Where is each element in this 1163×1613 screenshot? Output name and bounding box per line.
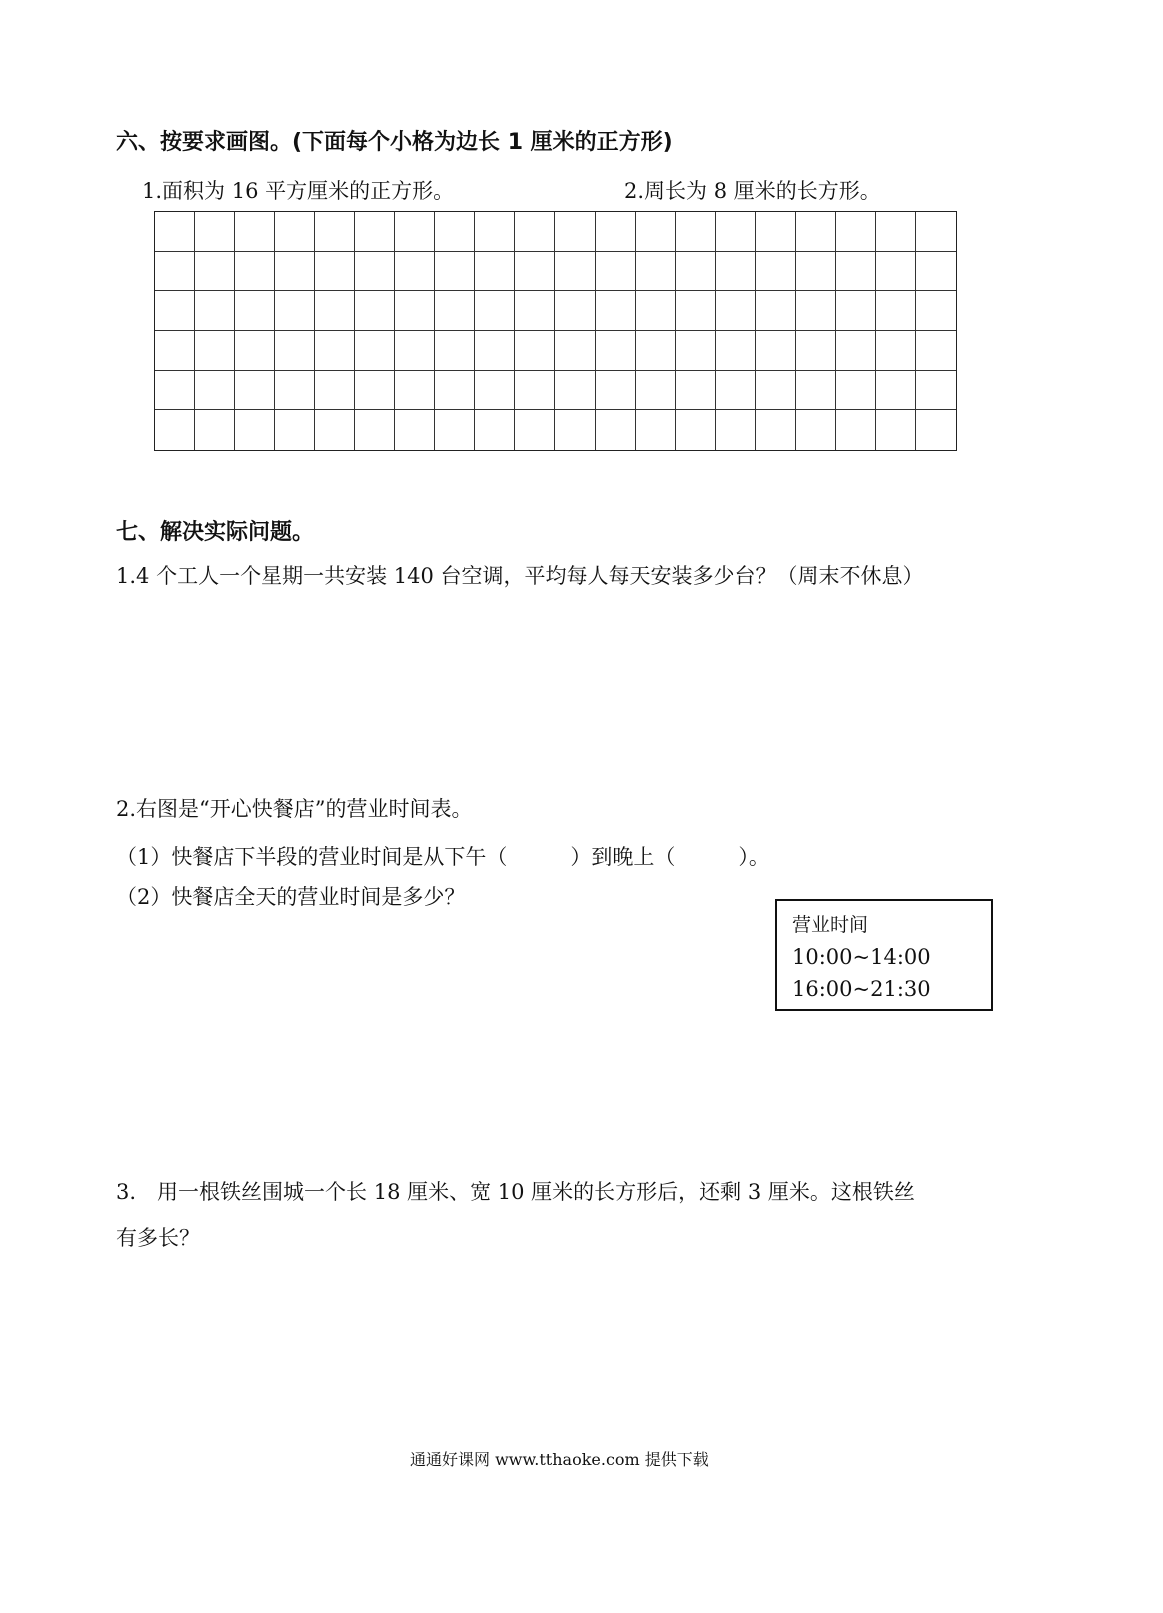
grid-cell[interactable] [636, 291, 676, 331]
grid-cell[interactable] [596, 252, 636, 292]
grid-cell[interactable] [355, 212, 395, 252]
grid-cell[interactable] [355, 331, 395, 371]
grid-cell[interactable] [395, 331, 435, 371]
grid-cell[interactable] [676, 212, 716, 252]
grid-cell[interactable] [756, 212, 796, 252]
grid-cell[interactable] [475, 371, 515, 411]
grid-cell[interactable] [916, 212, 956, 252]
grid-cell[interactable] [555, 331, 595, 371]
business-hours-line2: 16:00~21:30 [792, 977, 931, 1001]
grid-cell[interactable] [275, 291, 315, 331]
grid-cell[interactable] [475, 212, 515, 252]
grid-cell[interactable] [756, 371, 796, 411]
grid-cell[interactable] [395, 212, 435, 252]
grid-cell[interactable] [676, 291, 716, 331]
grid-cell[interactable] [475, 410, 515, 450]
grid-cell[interactable] [275, 371, 315, 411]
grid-cell[interactable] [836, 331, 876, 371]
grid-cell[interactable] [796, 252, 836, 292]
grid-cell[interactable] [876, 291, 916, 331]
grid-cell[interactable] [716, 291, 756, 331]
grid-cell[interactable] [315, 291, 355, 331]
grid-cell[interactable] [716, 371, 756, 411]
grid-cell[interactable] [555, 371, 595, 411]
grid-cell[interactable] [916, 371, 956, 411]
grid-cell[interactable] [315, 252, 355, 292]
grid-cell[interactable] [796, 410, 836, 450]
grid-cell[interactable] [395, 252, 435, 292]
grid-cell[interactable] [155, 410, 195, 450]
grid-cell[interactable] [636, 212, 676, 252]
question-2-sub2: （2）快餐店全天的营业时间是多少？ [116, 885, 466, 909]
grid-cell[interactable] [515, 291, 555, 331]
grid-cell[interactable] [636, 252, 676, 292]
grid-cell[interactable] [275, 410, 315, 450]
grid-cell[interactable] [916, 331, 956, 371]
grid-cell[interactable] [876, 252, 916, 292]
grid-cell[interactable] [555, 212, 595, 252]
grid-cell[interactable] [435, 291, 475, 331]
grid-cell[interactable] [596, 212, 636, 252]
grid-cell[interactable] [195, 331, 235, 371]
grid-cell[interactable] [515, 331, 555, 371]
grid-cell[interactable] [195, 291, 235, 331]
section6-item1: 1.面积为 16 平方厘米的正方形。 [142, 179, 455, 203]
grid-cell[interactable] [315, 331, 355, 371]
grid-cell[interactable] [235, 371, 275, 411]
grid-cell[interactable] [195, 252, 235, 292]
grid-cell[interactable] [796, 331, 836, 371]
grid-cell[interactable] [155, 252, 195, 292]
grid-cell[interactable] [475, 331, 515, 371]
grid-cell[interactable] [756, 291, 796, 331]
grid-cell[interactable] [756, 252, 796, 292]
grid-cell[interactable] [636, 331, 676, 371]
grid-cell[interactable] [555, 291, 595, 331]
grid-cell[interactable] [836, 410, 876, 450]
grid-cell[interactable] [876, 212, 916, 252]
grid-cell[interactable] [796, 212, 836, 252]
grid-cell[interactable] [355, 371, 395, 411]
grid-cell[interactable] [916, 252, 956, 292]
business-hours-line1: 10:00~14:00 [792, 945, 931, 969]
grid-cell[interactable] [716, 252, 756, 292]
grid-cell[interactable] [876, 331, 916, 371]
grid-cell[interactable] [515, 252, 555, 292]
section7-heading: 七、解决实际问题。 [116, 520, 315, 545]
grid-cell[interactable] [676, 371, 716, 411]
footer-text: 通通好课网 www.tthaoke.com 提供下载 [410, 1450, 709, 1469]
question-2-title: 2.右图是“开心快餐店”的营业时间表。 [116, 797, 473, 821]
business-hours-box [775, 899, 993, 1011]
grid-cell[interactable] [515, 371, 555, 411]
section6-item2: 2.周长为 8 厘米的长方形。 [624, 179, 881, 203]
grid-cell[interactable] [876, 371, 916, 411]
grid-cell[interactable] [275, 252, 315, 292]
grid-cell[interactable] [716, 212, 756, 252]
grid-cell[interactable] [596, 291, 636, 331]
grid-cell[interactable] [756, 410, 796, 450]
grid-cell[interactable] [555, 252, 595, 292]
grid-cell[interactable] [155, 331, 195, 371]
grid-cell[interactable] [235, 331, 275, 371]
grid-cell[interactable] [836, 371, 876, 411]
grid-cell[interactable] [155, 371, 195, 411]
grid-cell[interactable] [596, 371, 636, 411]
grid-cell[interactable] [235, 212, 275, 252]
grid-cell[interactable] [435, 252, 475, 292]
grid-cell[interactable] [395, 371, 435, 411]
grid-cell[interactable] [796, 291, 836, 331]
grid-cell[interactable] [315, 410, 355, 450]
grid-cell[interactable] [475, 291, 515, 331]
grid-cell[interactable] [676, 252, 716, 292]
grid-cell[interactable] [916, 410, 956, 450]
grid-cell[interactable] [435, 371, 475, 411]
grid-cell[interactable] [596, 331, 636, 371]
grid-cell[interactable] [716, 410, 756, 450]
grid-cell[interactable] [315, 371, 355, 411]
business-hours-label: 营业时间 [792, 914, 869, 936]
question-1: 1.4 个工人一个星期一共安装 140 台空调，平均每人每天安装多少台？（周末不休息） [116, 564, 924, 588]
grid-cell[interactable] [796, 371, 836, 411]
grid-cell[interactable] [555, 410, 595, 450]
question-2-sub1: （1）快餐店下半段的营业时间是从下午（ ）到晚上（ ）。 [116, 845, 770, 869]
grid-cell[interactable] [435, 410, 475, 450]
grid-cell[interactable] [676, 331, 716, 371]
grid-cell[interactable] [195, 371, 235, 411]
grid-cell[interactable] [395, 410, 435, 450]
grid-cell[interactable] [355, 252, 395, 292]
grid-cell[interactable] [515, 410, 555, 450]
grid-cell[interactable] [515, 212, 555, 252]
grid-cell[interactable] [676, 410, 716, 450]
grid-cell[interactable] [475, 252, 515, 292]
grid-cell[interactable] [355, 410, 395, 450]
grid-cell[interactable] [636, 371, 676, 411]
grid-cell[interactable] [235, 291, 275, 331]
grid-cell[interactable] [275, 212, 315, 252]
grid-cell[interactable] [836, 291, 876, 331]
grid-cell[interactable] [315, 212, 355, 252]
grid-cell[interactable] [435, 331, 475, 371]
grid-cell[interactable] [716, 331, 756, 371]
grid-cell[interactable] [155, 291, 195, 331]
grid-cell[interactable] [395, 291, 435, 331]
grid-cell[interactable] [235, 410, 275, 450]
section6-heading: 六、按要求画图。(下面每个小格为边长 1 厘米的正方形) [116, 130, 673, 155]
grid-cell[interactable] [836, 252, 876, 292]
grid-cell[interactable] [235, 252, 275, 292]
grid-cell[interactable] [275, 331, 315, 371]
grid-cell[interactable] [355, 291, 395, 331]
grid-cell[interactable] [836, 212, 876, 252]
question-3-line2: 有多长？ [116, 1226, 200, 1250]
grid-cell[interactable] [195, 410, 235, 450]
grid-cell[interactable] [876, 410, 916, 450]
grid-cell[interactable] [916, 291, 956, 331]
grid-cell[interactable] [155, 212, 195, 252]
drawing-grid[interactable] [154, 211, 957, 451]
grid-cell[interactable] [435, 212, 475, 252]
grid-cell[interactable] [596, 410, 636, 450]
grid-cell[interactable] [195, 212, 235, 252]
grid-cell[interactable] [636, 410, 676, 450]
grid-cell[interactable] [756, 331, 796, 371]
question-3-line1: 3. 用一根铁丝围城一个长 18 厘米、宽 10 厘米的长方形后，还剩 3 厘米。这根铁丝 [116, 1180, 915, 1204]
